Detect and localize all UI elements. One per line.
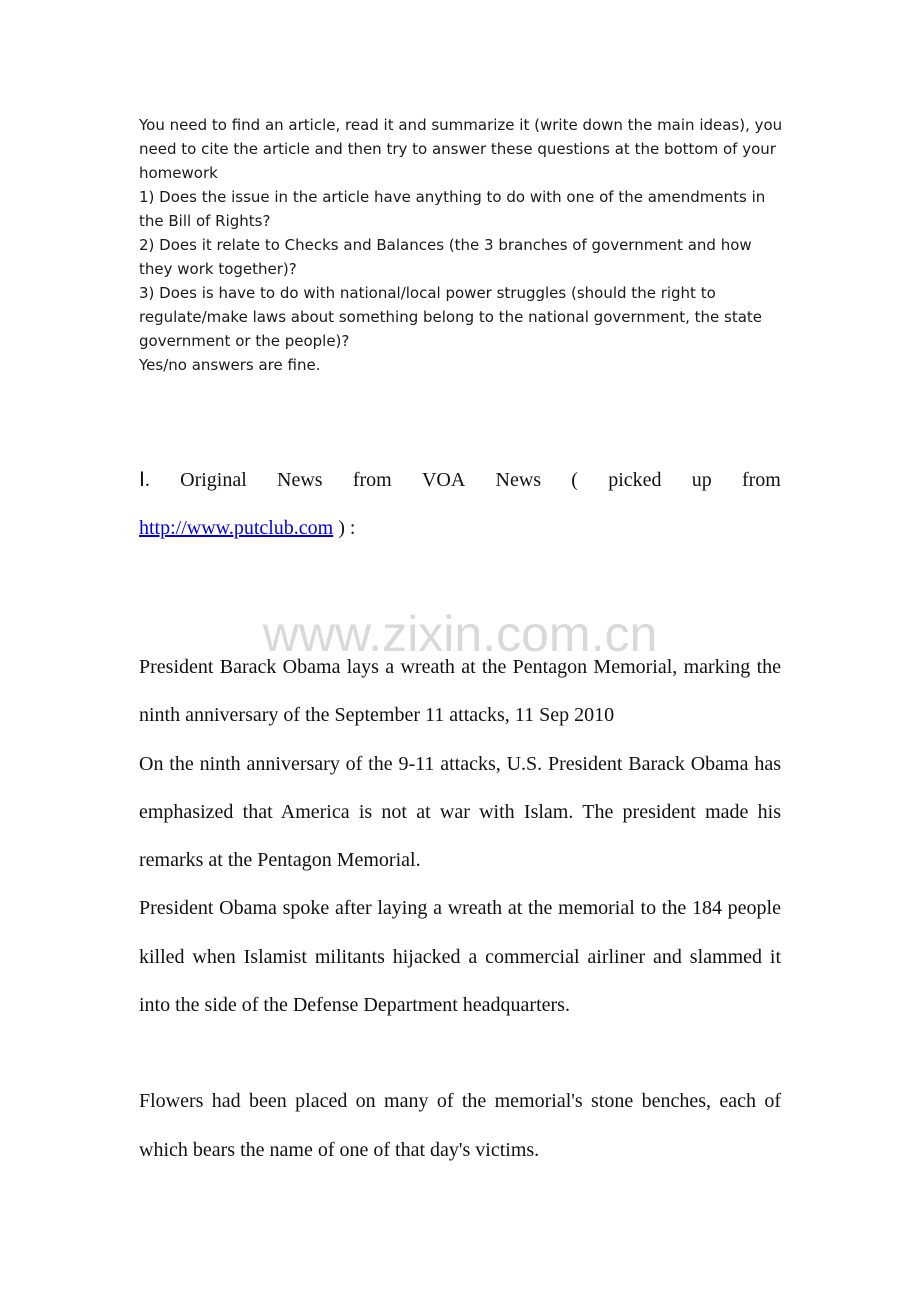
- watermark: www.zixin.com.cn: [262, 606, 658, 662]
- question-2: 2) Does it relate to Checks and Balances (the 3 branches of government and how they work together)?: [139, 236, 752, 278]
- heading-word: picked: [608, 469, 662, 491]
- heading-source-line: [139, 504, 781, 552]
- heading-word: up: [691, 469, 712, 491]
- heading-word: from: [352, 469, 392, 491]
- heading-line: [139, 456, 781, 504]
- article-paragraph: President Obama spoke after laying a wreath at the memorial to the 184 people killed when Islamist militants hijacked a commercial airliner and slammed it into the side of the Defense Department headquarters.: [139, 897, 781, 1017]
- article-paragraph: Flowers had been placed on many of the memorial's stone benches, each of which bears the name of one of that day's victims.: [139, 1090, 781, 1161]
- question-3: 3) Does is have to do with national/local power struggles (should the right to regulate/make laws about something belong to the national government, the state government or the people)?: [139, 284, 763, 350]
- article-caption: President Barack Obama lays a wreath at the Pentagon Memorial, marking the ninth anniversary of the September 11 attacks, 11 Sep 2010: [139, 656, 781, 727]
- heading-word: News: [495, 469, 542, 491]
- article-paragraph: On the ninth anniversary of the 9-11 attacks, U.S. President Barack Obama has emphasized that America is not at war with Islam. The president made his remarks at the Pentagon Memorial.: [139, 752, 781, 872]
- heading-word: (: [571, 469, 578, 491]
- article-body: [139, 643, 781, 1174]
- section-numeral: Ⅰ.: [139, 469, 150, 491]
- homework-instructions: [139, 113, 784, 377]
- instructions-intro: You need to find an article, read it and summarize it (write down the main ideas), you need to cite the article and then try to answer these questions at the bottom of your homework: [139, 116, 783, 182]
- heading-word: Original: [180, 469, 247, 491]
- heading-word: VOA: [421, 469, 466, 491]
- question-1: 1) Does the issue in the article have anything to do with one of the amendments in the Bill of Rights?: [139, 188, 766, 230]
- heading-word: from: [741, 469, 781, 491]
- paragraph-gap: [139, 1029, 781, 1077]
- heading-word: News: [277, 469, 323, 491]
- instructions-note: Yes/no answers are fine.: [139, 356, 321, 374]
- heading-suffix: ) :: [333, 517, 356, 539]
- section-heading: [139, 456, 781, 552]
- source-link[interactable]: http://www.putclub.com: [139, 517, 334, 539]
